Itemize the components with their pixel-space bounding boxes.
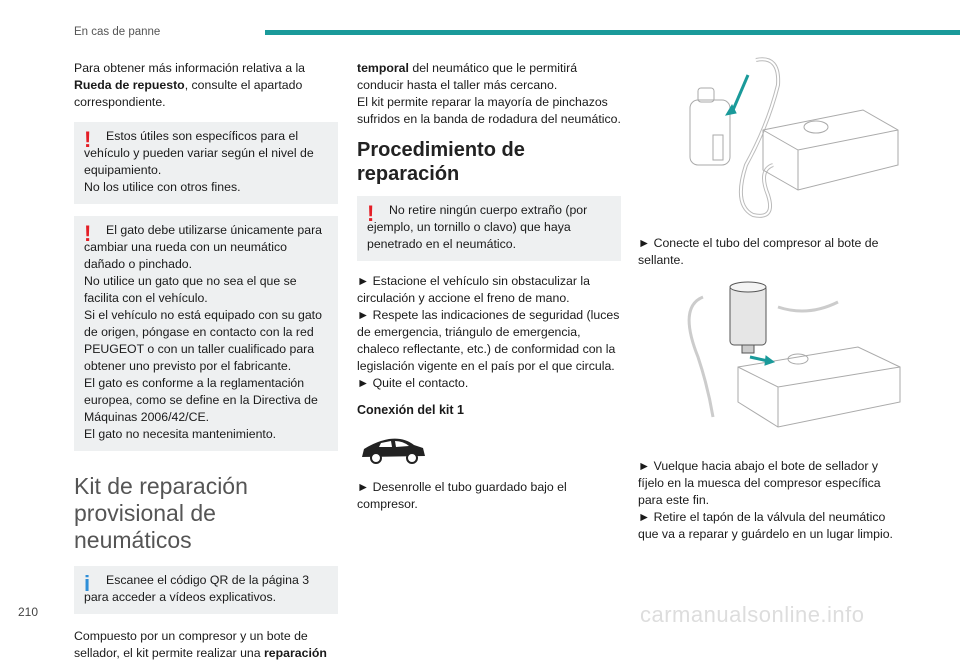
- info-box-qr: [74, 566, 338, 614]
- warning-box-tools: [74, 122, 338, 204]
- warning-text: No utilice un gato que no sea el que se facilita con el vehículo.: [84, 274, 297, 305]
- illustration-bottle-compressor: [638, 277, 902, 447]
- step: ► Desenrolle el tubo guardado bajo el compresor.: [357, 480, 567, 511]
- warning-text: Si el vehículo no está equipado con su gato de origen, póngase en contacto con la red PEUGEOT o con un taller cualificado para obtener uno previsto por el fabricante.: [84, 308, 322, 373]
- warning-icon: !: [84, 221, 92, 246]
- warning-box-foreign-body: [357, 196, 621, 261]
- warning-text: No los utilice con otros fines.: [84, 180, 241, 194]
- kit-capability: El kit permite reparar la mayoría de pinchazos sufridos en la banda de rodadura del neumático.: [357, 95, 621, 126]
- warning-box-jack: [74, 216, 338, 451]
- column-1: [74, 60, 338, 662]
- column-3: [638, 55, 902, 543]
- warning-text: El gato debe utilizarse únicamente para cambiar una rueda con un neumático dañado o pinchado.: [84, 223, 323, 271]
- section-title-kit: Kit de reparación provisional de neumáticos: [74, 473, 248, 553]
- page-number: 210: [18, 605, 39, 619]
- warning-icon: !: [84, 127, 92, 152]
- warning-icon: !: [367, 201, 375, 226]
- warning-text: El gato no necesita mantenimiento.: [84, 427, 277, 441]
- illustration-connect-tube: [638, 55, 902, 220]
- kit-description-cont: temporal del neumático que le permitirá conducir hasta el taller más cercano.: [357, 61, 578, 92]
- warning-text: No retire ningún cuerpo extraño (por ejemplo, un tornillo o clavo) que haya penetrado en el neumático.: [367, 203, 588, 251]
- step: ► Vuelque hacia abajo el bote de sellador y fíjelo en la muesca del compresor específica para este fin.: [638, 459, 881, 507]
- step: ► Conecte el tubo del compresor al bote de sellante.: [638, 236, 879, 267]
- warning-text: Estos útiles son específicos para el vehículo y pueden variar según el nivel de equipamiento.: [84, 129, 314, 177]
- car-icon: [359, 429, 429, 469]
- step: ► Respete las indicaciones de seguridad (luces de emergencia, triángulo de emergencia, chaleco reflectante, etc.) de conformidad con la legislación vigente en el país por el que circula.: [357, 308, 620, 373]
- section-title-procedure: Procedimiento de reparación: [357, 139, 525, 185]
- section-header: En cas de panne: [74, 26, 161, 38]
- subtitle-kit-connection: Conexión del kit 1: [357, 403, 464, 417]
- info-icon: i: [84, 571, 91, 596]
- header-accent-bar: [265, 30, 960, 35]
- step: ► Quite el contacto.: [357, 376, 469, 390]
- column-2: [357, 60, 621, 513]
- warning-text: El gato es conforme a la reglamentación europea, como se define en la Directiva de Máquinas 2006/42/CE.: [84, 376, 318, 424]
- step: ► Retire el tapón de la válvula del neumático que va a reparar y guárdelo en un lugar limpio.: [638, 510, 893, 541]
- step: ► Estacione el vehículo sin obstaculizar la circulación y accione el freno de mano.: [357, 274, 590, 305]
- step-list: [357, 273, 621, 392]
- intro-paragraph: Para obtener más información relativa a la Rueda de repuesto, consulte el apartado correspondiente.: [74, 61, 306, 109]
- watermark: carmanualsonline.info: [640, 602, 865, 627]
- kit-description: Compuesto por un compresor y un bote de sellador, el kit permite realizar una reparación: [74, 629, 327, 660]
- info-text: Escanee el código QR de la página 3 para acceder a vídeos explicativos.: [84, 573, 310, 604]
